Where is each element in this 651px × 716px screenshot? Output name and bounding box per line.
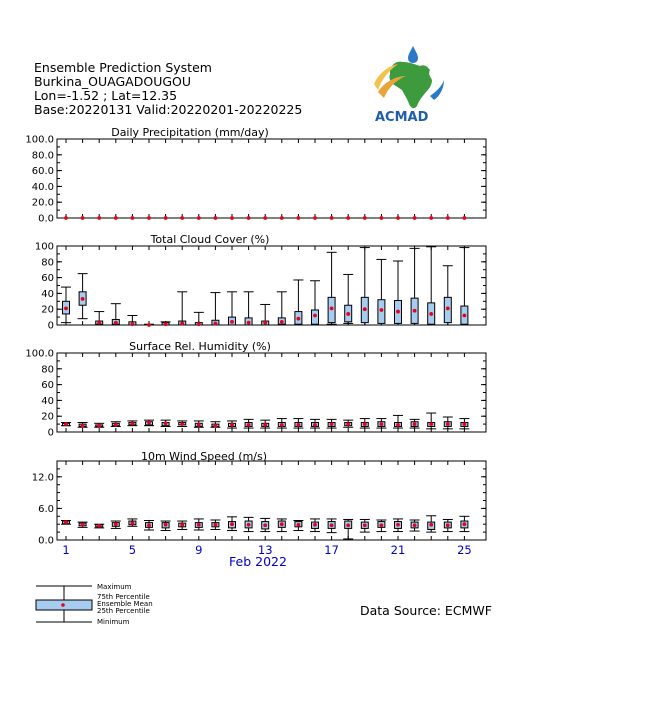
mean-marker	[396, 310, 400, 314]
y-tick-label: 80	[41, 257, 54, 269]
box-day-24	[443, 266, 453, 325]
box-day-6	[144, 323, 154, 327]
y-tick-label: 80	[41, 364, 54, 376]
box-day-1	[61, 422, 71, 426]
box-day-19	[360, 248, 370, 325]
header-coordinates: Lon=-1.52 ; Lat=12.35	[34, 88, 178, 103]
mean-marker	[263, 423, 267, 427]
header-title: Ensemble Prediction System	[34, 60, 212, 75]
y-tick-label: 40	[41, 395, 54, 407]
box-day-7	[161, 521, 171, 530]
mean-marker	[247, 216, 251, 220]
box-day-8	[177, 292, 187, 326]
box-day-8	[177, 421, 187, 427]
box-day-14	[277, 216, 287, 220]
legend-mean-marker	[61, 603, 65, 607]
box-day-1	[61, 287, 71, 323]
panel-humidity	[25, 340, 486, 439]
mean-marker	[247, 321, 251, 325]
mean-marker	[363, 523, 367, 527]
box-day-15	[293, 216, 303, 220]
box-day-5	[127, 316, 137, 327]
mean-marker	[280, 216, 284, 220]
box-day-11	[227, 421, 237, 428]
mean-marker	[263, 216, 267, 220]
box-day-21	[393, 216, 403, 220]
box-day-7	[161, 420, 171, 426]
mean-marker	[429, 312, 433, 316]
mean-marker	[230, 423, 234, 427]
mean-marker	[346, 523, 350, 527]
mean-marker	[147, 216, 151, 220]
box-day-21	[393, 415, 403, 428]
mean-marker	[396, 523, 400, 527]
mean-marker	[164, 322, 168, 326]
mean-marker	[97, 216, 101, 220]
mean-marker	[297, 423, 301, 427]
logo-text: ACMAD	[375, 110, 429, 125]
box-day-19	[360, 419, 370, 428]
y-tick-label: 20.0	[31, 197, 54, 209]
mean-marker	[363, 216, 367, 220]
box-day-17	[327, 252, 337, 324]
y-tick-label: 40.0	[31, 181, 54, 193]
y-tick-label: 0	[47, 320, 54, 332]
box-day-24	[443, 417, 453, 429]
box-day-13	[260, 420, 270, 428]
box-day-25	[459, 419, 469, 429]
x-axis	[62, 543, 471, 569]
box-day-2	[78, 522, 88, 527]
mean-marker	[180, 523, 184, 527]
mean-marker	[131, 421, 135, 425]
box-day-25	[459, 216, 469, 220]
box-day-12	[244, 216, 254, 220]
mean-marker	[429, 422, 433, 426]
africa-map-icon	[389, 62, 432, 109]
mean-marker	[64, 520, 68, 524]
mean-marker	[346, 312, 350, 316]
box-day-4	[111, 521, 121, 528]
box-day-19	[360, 519, 370, 532]
mean-marker	[346, 216, 350, 220]
y-tick-label: 80.0	[31, 150, 54, 162]
mean-marker	[263, 321, 267, 325]
mean-marker	[297, 216, 301, 220]
y-tick-label: 6.0	[38, 503, 54, 515]
mean-marker	[164, 523, 168, 527]
x-tick-label: 13	[257, 543, 273, 557]
mean-marker	[280, 320, 284, 324]
mean-marker	[214, 424, 218, 428]
panel-title-wind-speed: 10m Wind Speed (m/s)	[140, 450, 268, 463]
y-tick-label: 60.0	[31, 166, 54, 178]
mean-marker	[97, 424, 101, 428]
mean-marker	[197, 523, 201, 527]
x-tick-label: 9	[195, 543, 203, 557]
box-day-14	[277, 419, 287, 428]
mean-marker	[346, 422, 350, 426]
box-day-1	[61, 520, 71, 524]
box-day-5	[127, 519, 137, 526]
x-tick-label: 21	[390, 543, 406, 557]
box-day-17	[327, 519, 337, 533]
box-day-23	[426, 413, 436, 429]
mean-marker	[297, 523, 301, 527]
box-day-15	[293, 280, 303, 325]
box-day-9	[194, 216, 204, 220]
legend-p25: 25th Percentile	[97, 607, 150, 615]
box-day-22	[410, 216, 420, 220]
box-day-3	[94, 423, 104, 427]
mean-marker	[463, 422, 467, 426]
box-day-15	[293, 521, 303, 531]
mean-marker	[446, 422, 450, 426]
mean-marker	[180, 422, 184, 426]
box-day-21	[393, 261, 403, 325]
y-tick-label: 20	[41, 304, 54, 316]
box-day-20	[376, 216, 386, 220]
y-tick-label: 100.0	[25, 348, 54, 360]
box-day-8	[177, 521, 187, 529]
x-tick-label: 25	[457, 543, 472, 557]
box-day-18	[343, 420, 353, 427]
box-day-13	[260, 518, 270, 531]
mean-marker	[114, 522, 118, 526]
mean-marker	[363, 307, 367, 311]
mean-marker	[147, 523, 151, 527]
mean-marker	[230, 320, 234, 324]
mean-marker	[214, 523, 218, 527]
mean-marker	[446, 307, 450, 311]
box-day-22	[410, 419, 420, 428]
plot-frame	[57, 353, 486, 432]
water-drop-icon	[408, 46, 418, 63]
box-day-4	[111, 422, 121, 427]
panel-cloud-cover	[35, 233, 486, 332]
box-day-3	[94, 524, 104, 528]
y-tick-label: 40	[41, 288, 54, 300]
mean-marker	[413, 422, 417, 426]
y-tick-label: 60	[41, 273, 54, 285]
mean-marker	[396, 216, 400, 220]
box-day-5	[127, 216, 137, 220]
box-day-23	[426, 216, 436, 220]
box-day-11	[227, 517, 237, 531]
mean-marker	[164, 216, 168, 220]
mean-marker	[463, 314, 467, 318]
mean-marker	[330, 307, 334, 311]
box-day-7	[161, 322, 171, 326]
mean-marker	[280, 423, 284, 427]
mean-marker	[114, 423, 118, 427]
box-day-6	[144, 521, 154, 530]
box-day-18	[343, 274, 353, 323]
box-day-10	[210, 293, 220, 326]
panel-title-humidity: Surface Rel. Humidity (%)	[129, 340, 271, 353]
box-day-2	[78, 423, 88, 428]
box-day-9	[194, 421, 204, 427]
mean-marker	[330, 216, 334, 220]
mean-marker	[97, 321, 101, 325]
mean-marker	[81, 424, 85, 428]
y-tick-label: 100	[34, 241, 54, 253]
box-day-19	[360, 216, 370, 220]
mean-marker	[81, 216, 85, 220]
box-day-17	[327, 419, 337, 428]
plot-frame	[57, 461, 486, 540]
mean-marker	[463, 522, 467, 526]
mean-marker	[81, 297, 85, 301]
mean-marker	[197, 423, 201, 427]
box-day-12	[244, 517, 254, 531]
y-tick-label: 0.0	[38, 535, 54, 547]
mean-marker	[180, 322, 184, 326]
mean-marker	[64, 216, 68, 220]
box-day-11	[227, 216, 237, 220]
box-day-20	[376, 259, 386, 325]
box-day-25	[459, 516, 469, 531]
box-day-16	[310, 519, 320, 532]
legend-minimum: Minimum	[97, 618, 130, 626]
box-day-13	[260, 216, 270, 220]
box-day-3	[94, 216, 104, 220]
mean-marker	[313, 523, 317, 527]
box-day-20	[376, 520, 386, 532]
box-day-22	[410, 248, 420, 325]
box-day-3	[94, 312, 104, 325]
mean-marker	[214, 216, 218, 220]
plot-frame	[57, 139, 486, 218]
mean-marker	[197, 216, 201, 220]
box-day-10	[210, 216, 220, 220]
box-day-10	[210, 422, 220, 428]
mean-marker	[214, 322, 218, 326]
box-day-24	[443, 216, 453, 220]
x-axis-label: Feb 2022	[229, 554, 287, 569]
mean-marker	[429, 523, 433, 527]
mean-marker	[131, 216, 135, 220]
mean-marker	[330, 422, 334, 426]
box-day-14	[277, 292, 287, 325]
mean-marker	[147, 421, 151, 425]
mean-marker	[380, 422, 384, 426]
box-day-22	[410, 520, 420, 531]
box-day-20	[376, 419, 386, 428]
box-day-5	[127, 421, 137, 426]
box-day-10	[210, 520, 220, 529]
mean-marker	[230, 216, 234, 220]
mean-marker	[413, 523, 417, 527]
mean-marker	[429, 216, 433, 220]
mean-marker	[114, 216, 118, 220]
mean-marker	[313, 216, 317, 220]
mean-marker	[380, 523, 384, 527]
box-day-9	[194, 312, 204, 326]
box-day-4	[111, 304, 121, 325]
box-day-23	[426, 516, 436, 532]
legend	[36, 583, 153, 626]
mean-marker	[280, 522, 284, 526]
box-day-11	[227, 292, 237, 325]
mean-marker	[313, 423, 317, 427]
mean-marker	[247, 423, 251, 427]
mean-marker	[446, 523, 450, 527]
mean-marker	[131, 521, 135, 525]
x-tick-label: 5	[128, 543, 137, 557]
mean-marker	[297, 317, 301, 321]
box-day-9	[194, 519, 204, 530]
panel-wind-speed	[32, 450, 486, 547]
mean-marker	[463, 216, 467, 220]
box-day-25	[459, 248, 469, 325]
header-location: Burkina_OUAGADOUGOU	[34, 74, 192, 89]
box-day-12	[244, 292, 254, 325]
box-day-7	[161, 216, 171, 220]
mean-marker	[197, 322, 201, 326]
y-tick-label: 100.0	[25, 134, 54, 146]
box-day-18	[343, 519, 353, 538]
mean-marker	[180, 216, 184, 220]
box-day-24	[443, 519, 453, 531]
mean-marker	[313, 314, 317, 318]
legend-p75: 75th Percentile	[97, 593, 150, 601]
box-day-14	[277, 519, 287, 532]
legend-maximum: Maximum	[97, 583, 132, 591]
box-day-18	[343, 216, 353, 220]
mean-marker	[363, 422, 367, 426]
box-day-21	[393, 519, 403, 532]
box-day-23	[426, 247, 436, 325]
box-day-1	[61, 216, 71, 220]
mean-marker	[64, 422, 68, 426]
box-day-15	[293, 419, 303, 428]
mean-marker	[263, 523, 267, 527]
mean-marker	[164, 421, 168, 425]
x-tick-label: 1	[62, 543, 70, 557]
mean-marker	[413, 309, 417, 313]
mean-marker	[81, 523, 85, 527]
mean-marker	[396, 423, 400, 427]
box-day-6	[144, 216, 154, 220]
mean-marker	[64, 307, 68, 311]
panel-title-precipitation: Daily Precipitation (mm/day)	[111, 126, 269, 139]
box-day-17	[327, 216, 337, 220]
legend-mean: Ensemble Mean	[97, 600, 153, 608]
mean-marker	[380, 308, 384, 312]
box-day-16	[310, 281, 320, 325]
box-day-2	[78, 216, 88, 220]
plot-frame	[57, 246, 486, 325]
box-day-6	[144, 420, 154, 426]
mean-marker	[380, 216, 384, 220]
box-day-4	[111, 216, 121, 220]
mean-marker	[97, 524, 101, 528]
y-tick-label: 0.0	[38, 213, 54, 225]
mean-marker	[131, 322, 135, 326]
mean-marker	[413, 216, 417, 220]
box-day-16	[310, 419, 320, 428]
mean-marker	[446, 216, 450, 220]
panel-precipitation	[25, 126, 486, 225]
box-day-16	[310, 216, 320, 220]
panel-title-cloud-cover: Total Cloud Cover (%)	[150, 233, 270, 246]
acmad-logo	[374, 46, 444, 125]
box-day-8	[177, 216, 187, 220]
mean-marker	[230, 522, 234, 526]
data-source: Data Source: ECMWF	[360, 603, 492, 618]
mean-marker	[147, 323, 151, 327]
box-day-2	[78, 274, 88, 319]
box-day-12	[244, 419, 254, 428]
y-tick-label: 12.0	[31, 472, 54, 484]
mean-marker	[247, 523, 251, 527]
y-tick-label: 20	[41, 411, 54, 423]
header-dates: Base:20220131 Valid:20220201-20220225	[34, 102, 303, 117]
y-tick-label: 60	[41, 380, 54, 392]
mean-marker	[330, 523, 334, 527]
x-tick-label: 17	[324, 543, 339, 557]
y-tick-label: 0	[47, 427, 54, 439]
mean-marker	[114, 321, 118, 325]
box-day-13	[260, 304, 270, 325]
